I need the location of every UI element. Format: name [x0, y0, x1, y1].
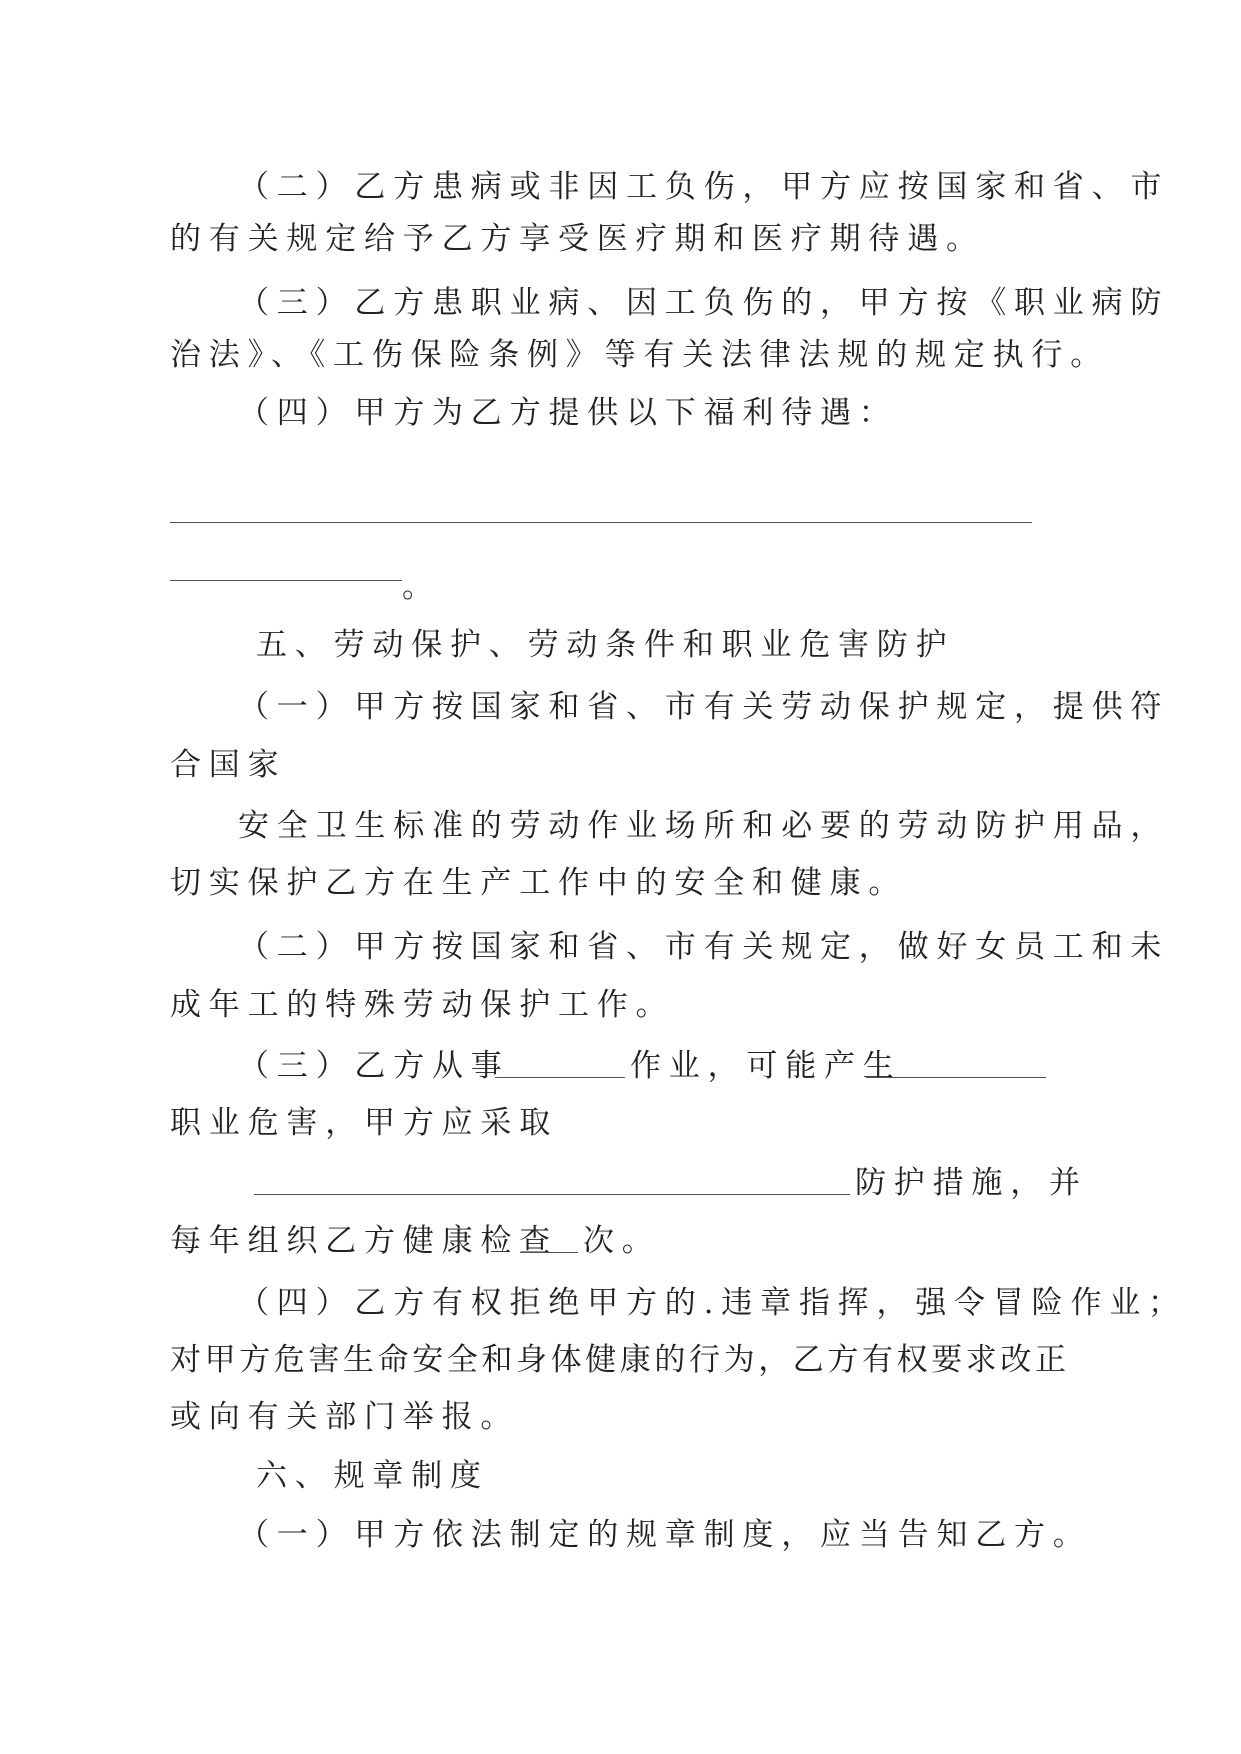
- period-mark: 。: [402, 569, 441, 605]
- paragraph-line: 作业，可能产生: [630, 1048, 902, 1084]
- fill-in-blank-line: [495, 1077, 625, 1078]
- paragraph-line: 对甲方危害生命安全和身体健康的行为，乙方有权要求改正: [170, 1342, 1070, 1378]
- paragraph-line: 职业危害，甲方应采取: [170, 1105, 558, 1141]
- paragraph-line: （一）甲方按国家和省、市有关劳动保护规定，提供符: [238, 689, 1170, 725]
- section-heading: 六、规章制度: [256, 1458, 489, 1494]
- paragraph-line: 合国家: [170, 747, 287, 783]
- paragraph-line: 每年组织乙方健康检查: [170, 1223, 558, 1259]
- paragraph-line: 成年工的特殊劳动保护工作。: [170, 987, 675, 1023]
- fill-in-blank-line: [170, 522, 1032, 523]
- paragraph-line: （三）乙方患职业病、因工负伤的，甲方按《职业病防: [238, 285, 1170, 321]
- paragraph-line: 次。: [583, 1223, 661, 1259]
- paragraph-line: 的有关规定给予乙方享受医疗期和医疗期待遇。: [170, 221, 985, 257]
- paragraph-line: （二）甲方按国家和省、市有关规定，做好女员工和未: [238, 929, 1170, 965]
- fill-in-blank-line: [170, 580, 402, 581]
- paragraph-line: 安全卫生标准的劳动作业场所和必要的劳动防护用品，: [238, 808, 1170, 844]
- paragraph-line: （二）乙方患病或非因工负伤，甲方应按国家和省、市: [238, 169, 1170, 205]
- fill-in-blank-line: [254, 1194, 850, 1195]
- paragraph-line: （三）乙方从事: [238, 1048, 510, 1084]
- paragraph-line: 防护措施，并: [855, 1165, 1088, 1201]
- fill-in-blank-line: [866, 1077, 1046, 1078]
- paragraph-line: （四）乙方有权拒绝甲方的.违章指挥，强令冒险作业；: [238, 1285, 1187, 1321]
- paragraph-line: （四）甲方为乙方提供以下福利待遇：: [238, 395, 898, 431]
- fill-in-blank-line: [520, 1252, 578, 1253]
- paragraph-line: 切实保护乙方在生产工作中的安全和健康。: [170, 865, 908, 901]
- paragraph-line: 或向有关部门举报。: [170, 1399, 520, 1435]
- section-heading: 五、劳动保护、劳动条件和职业危害防护: [256, 627, 955, 663]
- paragraph-line: 治法》、《工伤保险条例》等有关法律法规的规定执行。: [170, 337, 1109, 373]
- paragraph-line: （一）甲方依法制定的规章制度，应当告知乙方。: [238, 1517, 1092, 1553]
